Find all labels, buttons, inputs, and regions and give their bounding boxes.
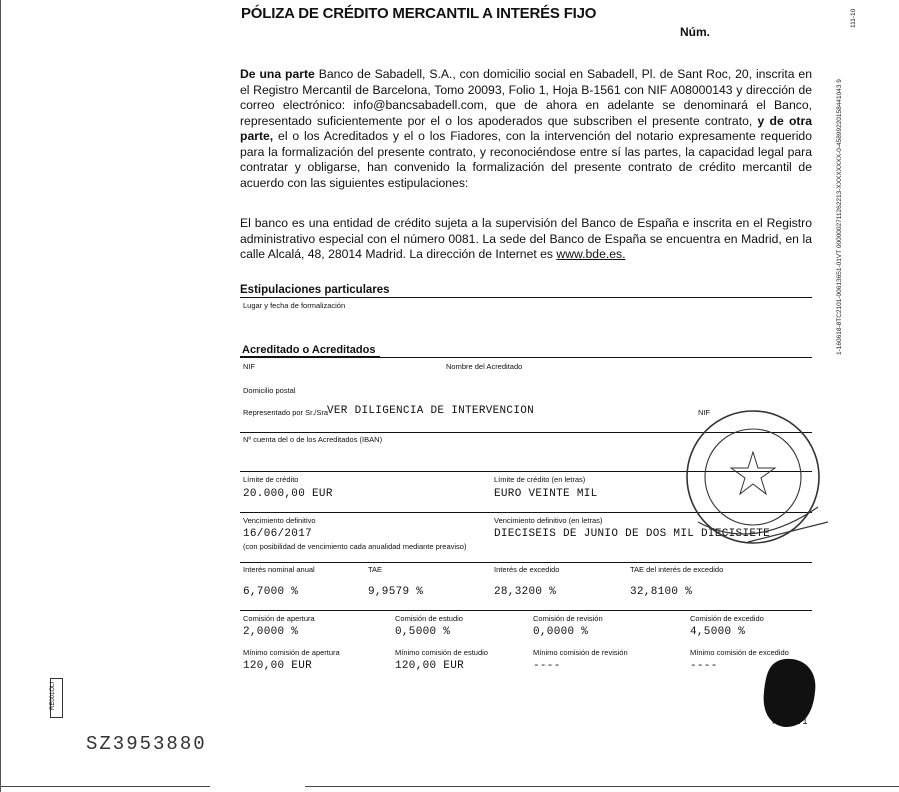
nominal-rate-value: 6,7000 % (243, 586, 299, 598)
excess-fee-label: Comisión de excedido (690, 614, 764, 623)
study-fee-value: 0,5000 % (395, 626, 451, 638)
side-reference-top: 111-10 (850, 8, 857, 28)
review-fee-value: 0,0000 % (533, 626, 589, 638)
representative-nif-label: NIF (698, 408, 711, 417)
min-study-fee-value: 120,00 EUR (395, 660, 465, 672)
policy-number-label: Núm. (680, 25, 710, 39)
tae-label: TAE (368, 565, 383, 574)
intro-text-b: el o los Acreditados y el o los Fiadores, con la intervención del notario expresamente requerido para la formalización del presente contrato, y reconociéndose entre sí las partes, la capacidad legal para contratar y obligarse, han convenido la formalización del presente contrato de crédito mercantil de acuerdo con las siguientes estipulaciones: (240, 129, 812, 190)
side-reference-code: 1-160618-8TC2101-00613651-01VT 0000002711262213-XXXXXXXX-0-45899220158441043 9 (836, 79, 843, 355)
account-iban-label: Nº cuenta del o de los Acreditados (IBAN) (243, 435, 383, 444)
excess-fee-value: 4,5000 % (690, 626, 746, 638)
maturity-words-label: Vencimiento definitivo (en letras) (494, 516, 603, 525)
represented-by-value: VER DILIGENCIA DE INTERVENCION (327, 405, 535, 417)
maturity-note: (con posibilidad de vencimiento cada anualidad mediante preaviso) (243, 542, 467, 551)
opening-fee-label: Comisión de apertura (243, 614, 315, 623)
borrower-name-label: Nombre del Acreditado (446, 362, 523, 371)
postal-address-label: Domicilio postal (243, 386, 296, 395)
credit-limit-words-label: Límite de crédito (en letras) (494, 475, 586, 484)
credit-limit-label: Límite de crédito (243, 475, 299, 484)
supervision-text: El banco es una entidad de crédito sujeta a la supervisión del Banco de España e inscrita en el Registro administrativo especial con el número 0081. La sede del Banco de España se encuentra en Madrid, en la calle Alcalá, 48, 28014 Madrid. La dirección de Internet es (240, 216, 812, 261)
tae-excess-value: 32,8100 % (630, 586, 693, 598)
borrower-heading: Acreditado o Acreditados (242, 344, 376, 356)
intro-paragraph (240, 67, 812, 191)
margin-box-code: RE001OLI (50, 678, 63, 718)
min-opening-fee-label: Mínimo comisión de apertura (243, 648, 340, 657)
maturity-words-value: DIECISEIS DE JUNIO DE DOS MIL DIECISIETE (494, 528, 771, 540)
min-review-fee-value: ---- (533, 660, 561, 672)
intro-text-a: Banco de Sabadell, S.A., con domicilio social en Sabadell, Pl. de Sant Roc, 20, inscrita en el Registro Mercantil de Barcelona, Tomo 20093, Folio 1, Hoja B-1561 con NIF A08000143 y dirección de correo electrónico: info@bancsabadell.com, que de ahora en adelante se denominará el Banco, representado suficientemente por el o los apoderados que subscriben el presente contrato, (240, 67, 812, 128)
intro-lead: De una parte (240, 67, 315, 81)
page-number: Página 1 (772, 716, 808, 726)
bde-link[interactable]: www.bde.es. (556, 247, 626, 261)
min-excess-fee-value: ---- (690, 660, 718, 672)
min-opening-fee-value: 120,00 EUR (243, 660, 313, 672)
nominal-rate-label: Interés nominal anual (243, 565, 315, 574)
represented-by-label: Representado por Sr./Sra (243, 408, 329, 417)
min-review-fee-label: Mínimo comisión de revisión (533, 648, 628, 657)
credit-limit-value: 20.000,00 EUR (243, 488, 333, 500)
study-fee-label: Comisión de estudio (395, 614, 463, 623)
excess-rate-value: 28,3200 % (494, 586, 557, 598)
credit-limit-words-value: EURO VEINTE MIL (494, 488, 598, 500)
intro-mid: y de otra parte, (240, 113, 813, 143)
notary-seal (678, 402, 828, 552)
maturity-label: Vencimiento definitivo (243, 516, 316, 525)
place-date-label: Lugar y fecha de formalización (243, 301, 346, 310)
supervision-paragraph (240, 216, 812, 263)
excess-rate-label: Interés de excedido (494, 565, 560, 574)
serial-number: SZ3953880 (86, 733, 207, 755)
tae-excess-label: TAE del interés de excedido (630, 565, 724, 574)
min-excess-fee-label: Mínimo comisión de excedido (690, 648, 789, 657)
tae-value: 9,9579 % (368, 586, 424, 598)
maturity-value: 16/06/2017 (243, 528, 313, 540)
nif-label: NIF (243, 362, 256, 371)
review-fee-label: Comisión de revisión (533, 614, 603, 623)
min-study-fee-label: Mínimo comisión de estudio (395, 648, 488, 657)
document-title: PÓLIZA DE CRÉDITO MERCANTIL A INTERÉS FIJO (241, 5, 597, 22)
opening-fee-value: 2,0000 % (243, 626, 299, 638)
stipulations-heading: Estipulaciones particulares (240, 284, 390, 296)
